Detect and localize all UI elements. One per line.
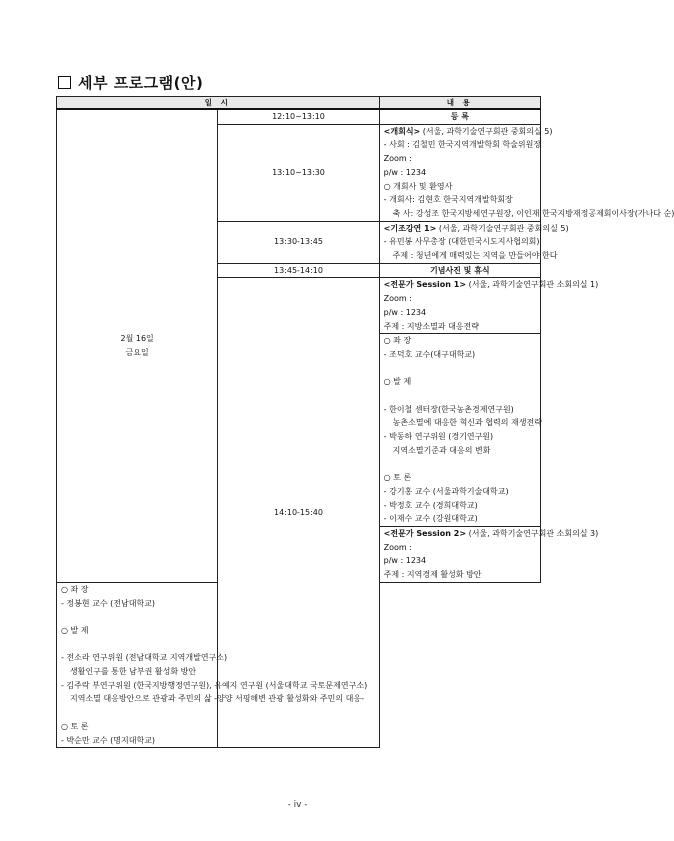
list-item: - 사회 : 김철민 한국지역개발학회 학술위원장 (383, 140, 542, 150)
spacer (61, 706, 217, 720)
list-item: 지역소멸기준과 대응의 변화 (392, 445, 491, 455)
list-item (383, 125, 553, 139)
location-text: (서울, 과학기술연구회관 중회의실 5) (438, 223, 569, 233)
location-text: (서울, 과학기술연구회관 중회의실 5) (422, 126, 553, 136)
spacer (61, 638, 217, 652)
list-item: Zoom : (383, 294, 412, 304)
time-cell: 13:10~13:30 (218, 124, 379, 221)
date-line-1: 2월 16일 (120, 334, 154, 344)
date-line-2: 금요일 (125, 347, 149, 357)
list-item: 지역소멸 대응방안으로 관광과 주민의 삶 -양양 서핑해변 관광 활성화와 주민의 대응- (70, 694, 364, 704)
session-label: <기조강연 1> (383, 223, 437, 233)
list-item: p/w : 1234 (383, 307, 427, 317)
list-item: - 한이철 센터장(한국농촌경제연구원) (383, 404, 514, 414)
session2-header-cell (379, 527, 599, 583)
location-text: (서울, 과학기술연구회관 소회의실 3) (468, 529, 599, 539)
list-item: ○ 발 제 (383, 377, 412, 387)
time-cell: 12:10~13:10 (218, 109, 379, 124)
time-cell: 14:10-15:40 (218, 278, 379, 748)
registration-title: 등 록 (379, 109, 540, 124)
date-cell (57, 109, 218, 582)
spacer (384, 362, 540, 376)
list-item: - 박정호 교수 (경희대학교) (383, 500, 478, 510)
list-item: 생활인구를 통한 남부권 활성화 방안 (70, 667, 197, 677)
time-cell: 13:30-13:45 (218, 221, 379, 263)
list-item: - 개회사: 김현호 한국지역개발학회장 (383, 195, 513, 205)
list-item: ○ 개회사 및 환영사 (383, 181, 453, 191)
session1-body-cell (379, 334, 540, 527)
list-item: 주제 : 청년에게 매력있는 지역을 만들어야 한다 (392, 251, 558, 261)
list-item: - 유민봉 사무총장 (대한민국시도지사협의회) (383, 237, 540, 247)
list-item (383, 278, 599, 292)
list-item: - 정봉현 교수 (전남대학교) (61, 598, 156, 608)
list-item: - 이재수 교수 (강원대학교) (383, 514, 478, 524)
list-item: - 박순만 교수 (명지대학교) (61, 735, 156, 745)
list-item: ○ 토 론 (61, 721, 89, 731)
list-item: Zoom : (383, 542, 412, 552)
list-item: - 조덕호 교수(대구대학교) (383, 349, 476, 359)
square-bullet-icon (58, 76, 71, 89)
table-header-row (57, 97, 541, 110)
keynote-cell (379, 221, 569, 263)
page-title (58, 72, 203, 93)
session-label: <전문가 Session 2> (383, 529, 467, 539)
list-item: - 전소라 연구위원 (전남대학교 지역개발연구소) (61, 653, 228, 663)
time-cell: 13:45-14:10 (218, 263, 379, 278)
list-item: ○ 좌 장 (61, 584, 89, 594)
program-table (56, 96, 674, 748)
spacer (384, 389, 540, 403)
list-item: Zoom : (383, 154, 412, 164)
list-item (383, 222, 569, 236)
opening-ceremony-cell (379, 124, 674, 221)
spacer (61, 610, 217, 624)
header-datetime: 일 시 (57, 97, 380, 110)
session-label: <개회식> (383, 126, 421, 136)
list-item: ○ 토 론 (383, 473, 412, 483)
spacer (384, 458, 540, 472)
header-content: 내 용 (379, 97, 540, 110)
table-row (57, 109, 541, 124)
list-item: ○ 발 제 (61, 625, 89, 635)
list-item (383, 527, 599, 541)
session-label: <전문가 Session 1> (383, 280, 467, 290)
list-item: 농촌소멸에 대응한 혁신과 협력의 재생전략 (392, 418, 542, 428)
session1-header-cell (379, 278, 599, 334)
page-number: - iv - (287, 800, 308, 810)
list-item: 주제 : 지역경제 활성화 방안 (383, 570, 482, 580)
page-title-text: 세부 프로그램(안) (78, 74, 204, 92)
location-text: (서울, 과학기술연구회관 소회의실 1) (468, 280, 599, 290)
session2-body-cell (57, 582, 368, 747)
list-item: ○ 좌 장 (383, 336, 412, 346)
list-item: - 강기홍 교수 (서울과학기술대학교) (383, 486, 509, 496)
photo-break-title: 기념사진 및 휴식 (379, 263, 540, 278)
list-item: - 박동하 연구위원 (경기연구원) (383, 432, 494, 442)
list-item: - 김주락 부연구위원 (한국지방행정연구원), 유예지 연구원 (서울대학교 국토문제연구소) (61, 680, 368, 690)
list-item: p/w : 1234 (383, 167, 427, 177)
list-item: 축 사: 강성조 한국지방세연구원장, 이인재 한국지방재정공제회이사장(가나다 순) (392, 208, 674, 218)
list-item: p/w : 1234 (383, 556, 427, 566)
list-item: 주제 : 지방소멸과 대응전략 (383, 321, 479, 331)
